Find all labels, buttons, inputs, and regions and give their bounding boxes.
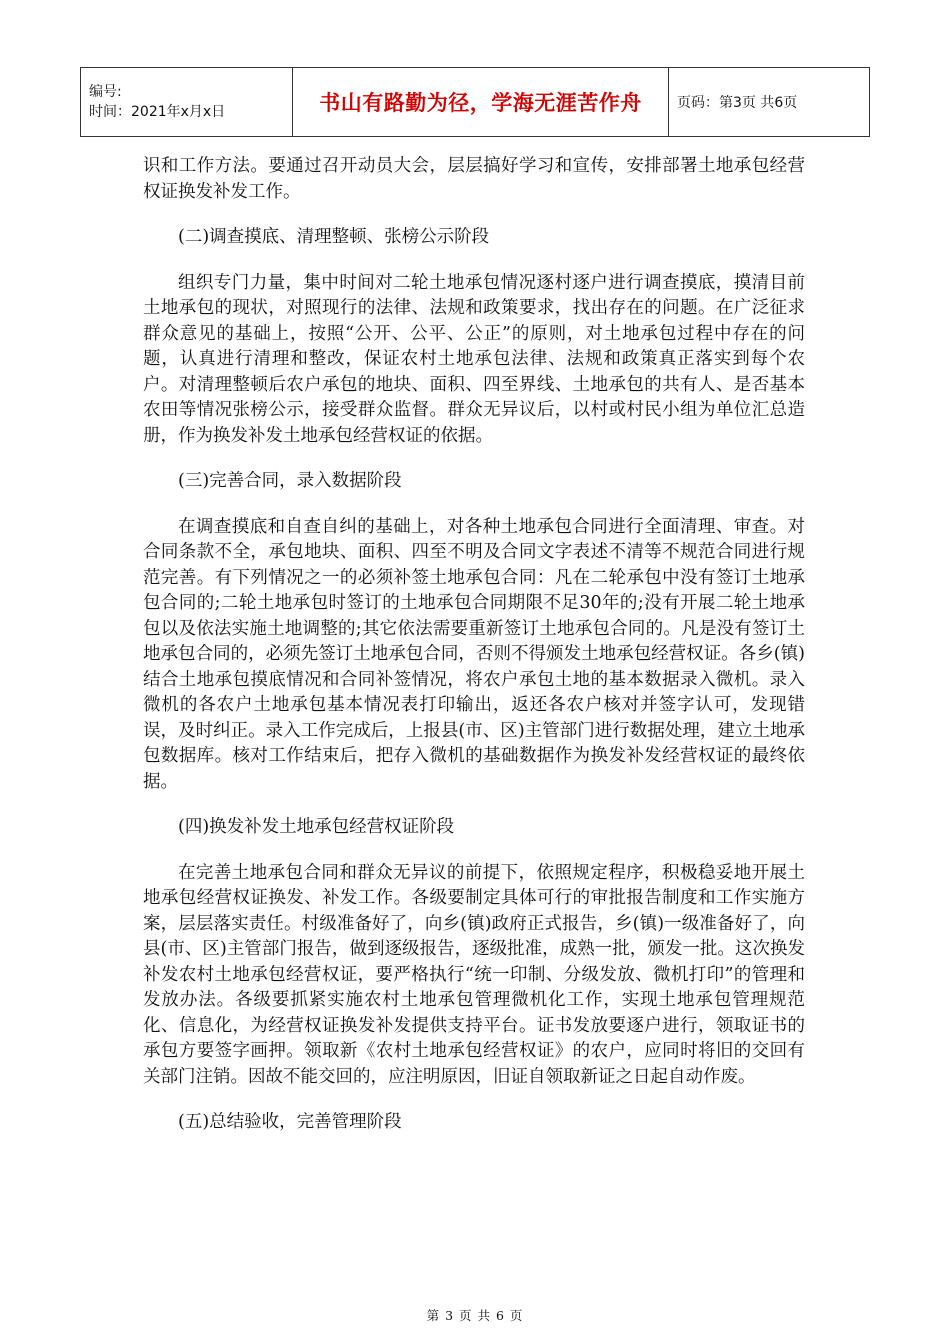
header-meta-cell (81, 68, 293, 137)
header-motto: 书山有路勤为径，学海无涯苦作舟 (293, 68, 669, 137)
paragraph-section-3: 在调查摸底和自查自纠的基础上，对各种土地承包合同进行全面清理、审查。对合同条款不全，承包地块、面积、四至不明及合同文字表述不清等不规范合同进行规范完善。有下列情况之一的必须补签土地承包合同：凡在二轮承包中没有签订土地承包合同的;二轮土地承包时签订的土地承包合同期限不足30年的;没有开展二轮土地承包以及依法实施土地调整的;其它依法需要重新签订土地承包合同的。凡是没有签订土地承包合同的，必须先签订土地承包合同，否则不得颁发土地承包经营权证。各乡(镇)结合土地承包摸底情况和合同补签情况，将农户承包土地的基本数据录入微机。录入微机的各农户土地承包基本情况表打印输出，返还各农户核对并签字认可，发现错误，及时纠正。录入工作完成后，上报县(市、区)主管部门进行数据处理，建立土地承包数据库。核对工作结束后，把存入微机的基础数据作为换发补发经营权证的最终依据。 (143, 516, 805, 792)
paragraph-continued: 识和工作方法。要通过召开动员大会，层层搞好学习和宣传，安排部署土地承包经营权证换发补发工作。 (143, 156, 805, 202)
paragraph-section-4: 在完善土地承包合同和群众无异议的前提下，依照规定程序，积极稳妥地开展土地承包经营权证换发、补发工作。各级要制定具体可行的审批报告制度和工作实施方案，层层落实责任。村级准备好了，向乡(镇)政府正式报告，乡(镇)一级准备好了，向县(市、区)主管部门报告，做到逐级报告，逐级批准，成熟一批，颁发一批。这次换发补发农村土地承包经营权证，要严格执行“统一印制、分级发放、微机打印”的管理和发放办法。各级要抓紧实施农村土地承包管理微机化工作，实现土地承包管理规范化、信息化，为经营权证换发补发提供支持平台。证书发放要逐户进行，领取证书的承包方要签字画押。领取新《农村土地承包经营权证》的农户，应同时将旧的交回有关部门注销。因故不能交回的，应注明原因，旧证自领取新证之日起自动作废。 (143, 862, 805, 1087)
document-time-label: 时间：2021年x月x日 (89, 104, 226, 120)
paragraph-section-2: 组织专门力量，集中时间对二轮土地承包情况逐村逐户进行调查摸底，摸清目前土地承包的现状，对照现行的法律、法规和政策要求，找出存在的问题。在广泛征求群众意见的基础上，按照“公开、公平、公正”的原则，对土地承包过程中存在的问题，认真进行清理和整改，保证农村土地承包法律、法规和政策真正落实到每个农户。对清理整顿后农户承包的地块、面积、四至界线、土地承包的共有人、是否基本农田等情况张榜公示，接受群众监督。群众无异议后，以村或村民小组为单位汇总造册，作为换发补发土地承包经营权证的依据。 (143, 272, 805, 446)
section-heading-4: (四)换发补发土地承包经营权证阶段 (178, 817, 455, 837)
section-heading-5: (五)总结验收，完善管理阶段 (178, 1112, 402, 1132)
section-heading-2: (二)调查摸底、清理整顿、张榜公示阶段 (178, 227, 490, 247)
page-footer: 第 3 页 共 6 页 (426, 1308, 524, 1323)
document-header (80, 67, 870, 137)
section-heading-3: (三)完善合同，录入数据阶段 (178, 471, 402, 491)
document-number-label: 编号: (89, 84, 122, 100)
header-page-info: 页码：第3页 共6页 (669, 68, 870, 137)
document-body (143, 154, 805, 1156)
